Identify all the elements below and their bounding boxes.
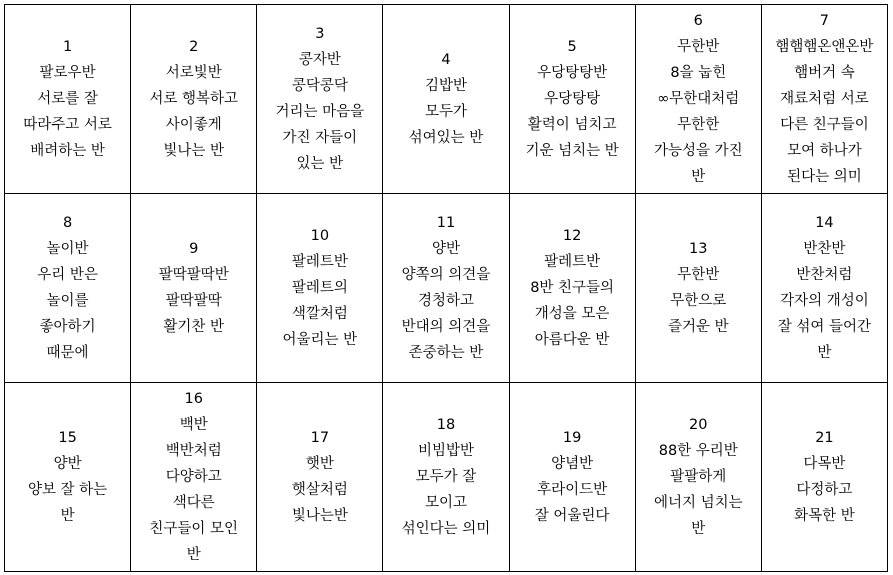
class-description-line: 서로를 잘 (37, 91, 98, 107)
class-description-line: 우당탕탕 (544, 91, 601, 107)
class-description-line: 섞인다는 의미 (401, 521, 491, 537)
class-cell (383, 194, 509, 383)
class-name: 양념반 (551, 456, 594, 472)
class-name: 무한반 (677, 267, 720, 283)
class-description-line: 다양하고 (165, 469, 222, 485)
class-number: 19 (562, 430, 582, 446)
class-description-line: 모여 하나가 (787, 143, 862, 159)
class-description-line: 가능성을 가진 (653, 143, 743, 159)
class-description-line: 양보 잘 하는 (27, 482, 108, 498)
class-description-line: 색다른 (172, 495, 215, 511)
class-number: 13 (689, 241, 708, 257)
class-description-line: 있는 반 (296, 156, 344, 172)
class-description-line: 가진 자들이 (282, 130, 358, 146)
class-name: 서로빛반 (165, 65, 222, 81)
class-name: 햇반 (305, 456, 334, 472)
class-description-line: 에너지 넘치는 (653, 495, 743, 511)
class-description-line: 기운 넘치는 반 (525, 143, 619, 159)
class-number: 8 (62, 215, 73, 231)
class-number: 2 (189, 39, 199, 55)
class-name: 비빔밥반 (417, 443, 474, 459)
class-cell (635, 383, 761, 572)
class-description-line: 빛나는 반 (163, 143, 225, 159)
class-cell (5, 194, 131, 383)
class-cell (5, 383, 131, 572)
class-names-table (4, 4, 888, 572)
class-description-line: 햇살처럼 (291, 482, 348, 498)
class-description-line: 아름다운 반 (534, 332, 610, 348)
class-description-line: 때문에 (46, 345, 89, 361)
class-number: 18 (436, 417, 456, 433)
class-number: 14 (815, 215, 834, 231)
class-description-line: 따라주고 서로 (23, 117, 112, 133)
class-number: 6 (693, 13, 703, 29)
class-description-line: 모이고 (424, 495, 467, 511)
class-name: 우당탕탕반 (537, 65, 608, 81)
class-cell (635, 194, 761, 383)
class-cell (131, 5, 257, 194)
class-description-line: ∞무한대처럼 (657, 91, 740, 107)
class-description-line: 개성을 모은 (534, 306, 610, 322)
class-description-line: 잘 어울린다 (534, 508, 610, 524)
class-description-line: 반대의 의견을 (401, 319, 491, 335)
class-number: 10 (310, 228, 330, 244)
class-cell (257, 383, 383, 572)
class-name: 팔레트반 (544, 254, 601, 270)
class-description-line: 거리는 마음을 (275, 104, 365, 120)
class-description-line: 반 (691, 169, 706, 185)
class-name: 팔로우반 (39, 65, 96, 81)
class-number: 5 (567, 39, 577, 55)
class-name: 김밥반 (424, 78, 467, 94)
class-cell (635, 5, 761, 194)
class-number: 12 (562, 228, 582, 244)
table-body (5, 5, 888, 572)
class-description-line: 양쪽의 의견을 (401, 267, 491, 283)
class-cell (383, 383, 509, 572)
class-cell (761, 383, 887, 572)
class-number: 1 (62, 39, 73, 55)
class-cell (131, 383, 257, 572)
class-name: 양반 (431, 241, 460, 257)
class-number: 20 (689, 417, 708, 433)
class-number: 17 (310, 430, 330, 446)
class-name: 콩자반 (298, 52, 341, 68)
class-description-line: 후라이드반 (537, 482, 608, 498)
class-description-line: 어울리는 반 (282, 332, 358, 348)
class-description-line: 사이좋게 (165, 117, 222, 133)
class-name: 팔레트반 (291, 254, 348, 270)
class-description-line: 서로 행복하고 (149, 91, 239, 107)
class-description-line: 각자의 개성이 (780, 293, 869, 309)
class-cell (383, 5, 509, 194)
class-number: 16 (184, 391, 203, 407)
class-name: 양반 (53, 456, 82, 472)
class-name: 백반 (179, 417, 208, 433)
class-name: 88한 우리반 (658, 443, 738, 459)
class-cell (509, 383, 635, 572)
class-description-line: 팔딱팔딱 (165, 293, 222, 309)
class-cell (509, 194, 635, 383)
class-number: 21 (815, 430, 834, 446)
class-name: 반찬반 (803, 241, 846, 257)
class-cell (257, 194, 383, 383)
class-description-line: 친구들이 모인 (149, 521, 239, 537)
class-description-line: 활기찬 반 (163, 319, 225, 335)
class-description-line: 팔레트의 (291, 280, 348, 296)
class-cell (761, 5, 887, 194)
class-description-line: 반찬처럼 (796, 267, 853, 283)
class-description-line: 모두가 (424, 104, 467, 120)
class-description-line: 콩닥콩닥 (291, 78, 348, 94)
class-number: 15 (58, 430, 77, 446)
class-name: 무한반 (677, 39, 720, 55)
class-description-line: 재료처럼 서로 (780, 91, 869, 107)
class-cell (257, 5, 383, 194)
class-number: 9 (189, 241, 199, 257)
table-row (5, 194, 888, 383)
class-description-line: 섞여있는 반 (408, 130, 484, 146)
class-description-line: 모두가 잘 (415, 469, 477, 485)
class-description-line: 즐거운 반 (667, 319, 729, 335)
class-description-line: 무한으로 (670, 293, 727, 309)
class-description-line: 존중하는 반 (408, 345, 484, 361)
table-row (5, 5, 888, 194)
class-description-line: 우리 반은 (37, 267, 98, 283)
class-name: 햄햄햄온앤온반 (775, 39, 874, 55)
class-description-line: 배려하는 반 (30, 143, 105, 159)
class-cell (131, 194, 257, 383)
class-name: 팔딱팔딱반 (158, 267, 229, 283)
class-cell (509, 5, 635, 194)
class-number: 7 (819, 13, 830, 29)
class-name: 다목반 (803, 456, 846, 472)
class-description-line: 놀이를 (46, 293, 89, 309)
class-description-line: 반 (691, 521, 706, 537)
class-description-line: 8반 친구들의 (530, 280, 615, 296)
class-cell (761, 194, 887, 383)
class-name: 놀이반 (46, 241, 89, 257)
class-description-line: 좋아하기 (39, 319, 96, 335)
class-description-line: 무한한 (677, 117, 720, 133)
class-description-line: 화목한 반 (794, 508, 855, 524)
class-description-line: 반 (60, 508, 75, 524)
class-number: 4 (441, 52, 451, 68)
class-description-line: 색깔처럼 (291, 306, 348, 322)
class-number: 3 (315, 26, 325, 42)
class-description-line: 반 (817, 345, 832, 361)
class-description-line: 백반처럼 (165, 443, 222, 459)
class-description-line: 활력이 넘치고 (527, 117, 617, 133)
class-cell (5, 5, 131, 194)
class-description-line: 햄버거 속 (794, 65, 855, 81)
class-description-line: 된다는 의미 (787, 169, 862, 185)
class-description-line: 다른 친구들이 (780, 117, 869, 133)
class-description-line: 다정하고 (796, 482, 853, 498)
class-description-line: 반 (186, 547, 201, 563)
class-description-line: 경청하고 (417, 293, 474, 309)
class-description-line: 잘 섞여 들어간 (777, 319, 872, 335)
class-number: 11 (436, 215, 456, 231)
class-description-line: 8을 눕힌 (670, 65, 727, 81)
table-row (5, 383, 888, 572)
class-description-line: 팔팔하게 (670, 469, 727, 485)
class-description-line: 빛나는반 (291, 508, 348, 524)
